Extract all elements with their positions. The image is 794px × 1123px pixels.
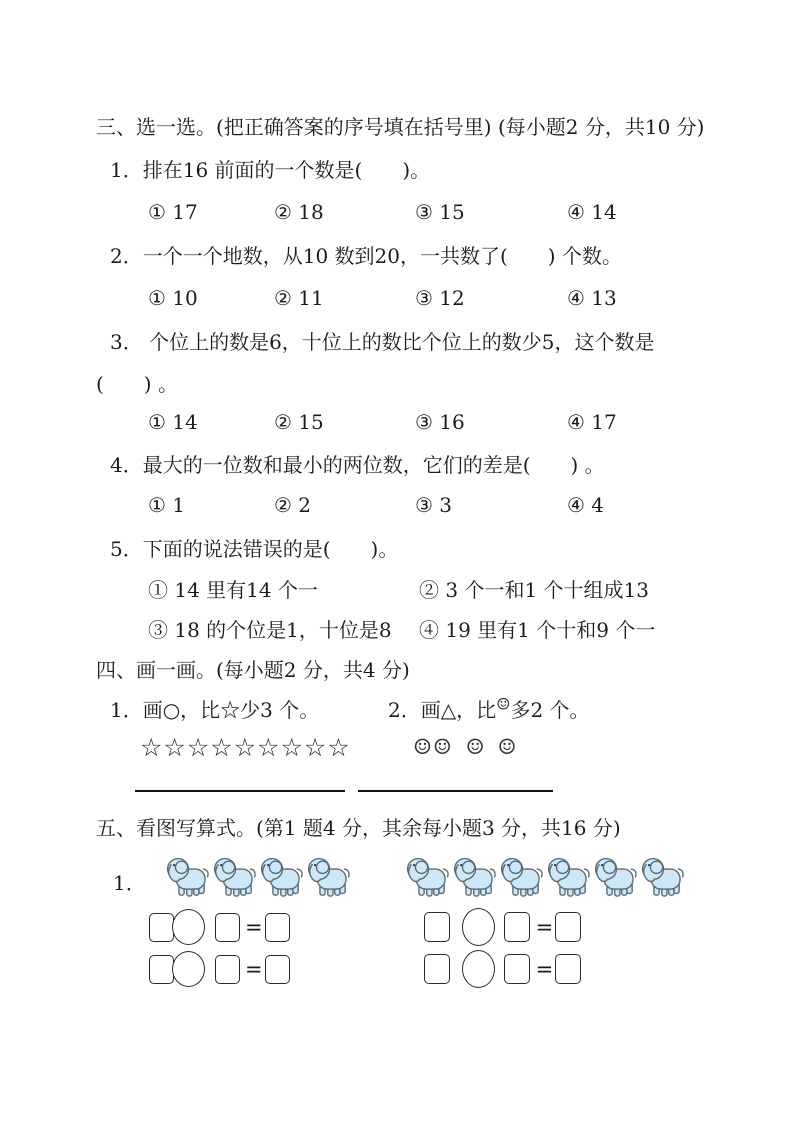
elephant-icon [499,852,546,900]
question-3-5-options-row1 [148,568,776,608]
answer-box [555,954,581,984]
question-3-2-options [148,276,776,319]
question-3-4: 4．最大的一位数和最小的两位数，它们的差是( ) 。 [110,452,605,477]
question-3-3-line2: ( ) 。 [96,371,178,396]
answer-line-2 [358,790,553,792]
question-3-5: 5．下面的说法错误的是( )。 [110,536,399,561]
smiley-icon: ☺ [432,735,452,759]
q1-option-1: ① 17 [148,199,198,224]
equals-sign: = [535,915,554,939]
q3-option-3: ③ 16 [415,410,465,434]
q1-option-4: ④ 14 [567,199,617,224]
question-3-3-options [148,402,776,442]
section-4-heading: 四、画一画。(每小题2 分，共4 分) [96,657,410,682]
q5-option-2: ② 3 个一和1 个十组成13 [419,577,649,602]
question-3-3-line1: 3． 个位上的数是6，十位上的数比个位上的数少5，这个数是 [110,330,655,354]
elephant-icon [165,852,212,900]
answer-lines [96,790,724,792]
section-4-icon-rows [140,728,768,766]
operator-circle [462,908,495,946]
q3-option-1: ① 14 [148,410,198,434]
smiley-icon: ☺ [497,735,517,759]
question-4-2-text-after: 多2 个。 [510,697,590,722]
answer-box [149,955,174,984]
elephant-group-left [165,852,353,900]
answer-box [555,912,581,942]
equals-sign: = [245,957,263,981]
section-5-heading: 五、看图写算式。(第1 题4 分，其余每小题3 分，共16 分) [96,815,621,840]
answer-line-1 [135,790,345,792]
question-4-1: 1．画○，比☆少3 个。 [110,697,320,722]
q1-option-3: ③ 15 [415,199,465,224]
answer-box [424,954,450,984]
elephant-icon [306,852,353,900]
question-3-4-options [148,484,776,526]
operator-circle [462,950,495,988]
answer-box [265,913,290,942]
question-5-1-number: 1． [113,871,146,895]
answer-box [149,913,174,942]
question-3-1-options [148,190,776,233]
question-5-1 [96,846,724,900]
elephant-icon [212,852,259,900]
elephant-icon [452,852,499,900]
q4-option-2: ② 2 [274,493,312,517]
question-3-5-options-row2 [148,608,776,648]
q5-option-3: ③ 18 的个位是1，十位是8 [148,617,392,642]
section-4-questions [110,688,738,728]
elephant-icon [259,852,306,900]
q3-option-2: ② 15 [274,410,324,434]
elephant-icon [405,852,452,900]
section-3-heading: 三、选一选。(把正确答案的序号填在括号里) (每小题2 分，共10 分) [96,115,705,139]
smiley-icon: ☺ [496,693,511,713]
elephant-icon [593,852,640,900]
elephant-icon [546,852,593,900]
answer-box [504,912,530,942]
q2-option-4: ④ 13 [567,285,617,310]
q3-option-4: ④ 17 [567,410,617,434]
answer-box [215,913,240,942]
answer-box [265,955,290,984]
q4-option-4: ④ 4 [567,493,605,517]
question-3-1: 1．排在16 前面的一个数是( )。 [110,158,431,182]
q4-option-3: ③ 3 [415,493,453,517]
answer-box [215,955,240,984]
equation-row-1 [96,908,724,946]
elephant-icon [640,852,687,900]
q5-option-1: ① 14 里有14 个一 [148,577,318,602]
operator-circle [172,909,205,945]
question-4-2 [388,694,738,723]
star-row: ☆☆☆☆☆☆☆☆☆ [140,732,351,762]
q4-option-1: ① 1 [148,493,186,517]
operator-circle [172,951,205,987]
question-4-2-text-before: 2．画△，比 [388,697,497,722]
equals-sign: = [245,915,263,939]
q2-option-1: ① 10 [148,285,198,310]
smiley-row [413,735,768,759]
question-3-2: 2．一个一个地数，从10 数到20，一共数了( ) 个数。 [110,244,622,268]
smiley-icon: ☺ [413,735,432,759]
answer-box [504,954,530,984]
q2-option-2: ② 11 [274,285,324,310]
q2-option-3: ③ 12 [415,285,465,310]
equals-sign: = [535,957,554,981]
elephant-group-right [405,852,687,900]
equation-row-2 [96,950,724,988]
answer-box [424,912,450,942]
q1-option-2: ② 18 [274,199,324,224]
q5-option-4: ④ 19 里有1 个十和9 个一 [419,617,656,642]
smiley-icon: ☺ [465,735,485,759]
